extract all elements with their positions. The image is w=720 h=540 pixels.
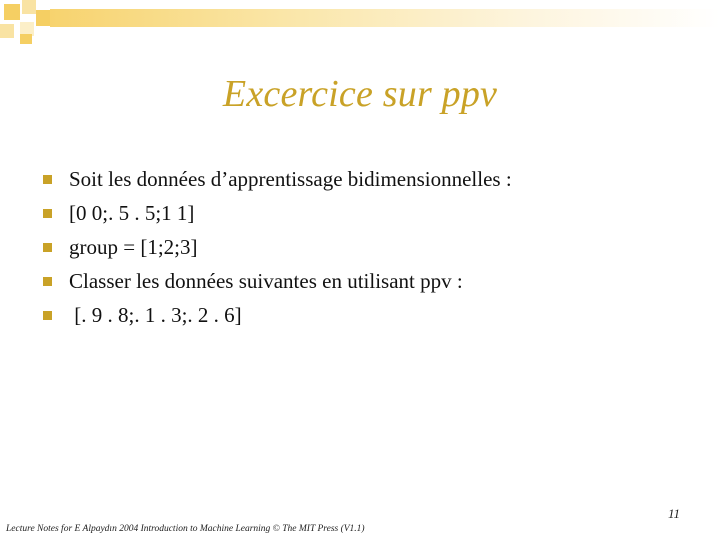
list-item — [40, 298, 690, 332]
list-item — [40, 162, 690, 196]
footer-text: Lecture Notes for E Alpaydın 2004 Introduction to Machine Learning © The MIT Press (V1.1) — [6, 524, 365, 534]
bullet-text: Classer les données suivantes en utilisant ppv : — [69, 268, 463, 293]
list-item — [40, 230, 690, 264]
square-bullet-icon — [43, 311, 52, 320]
decor-square — [4, 4, 20, 20]
list-item — [40, 196, 690, 230]
decor-square — [20, 34, 32, 44]
square-bullet-icon — [43, 243, 52, 252]
header-band — [50, 9, 720, 27]
bullet-list — [40, 162, 690, 332]
bullet-text: [. 9 . 8;. 1 . 3;. 2 . 6] — [69, 302, 242, 327]
bullet-text: Soit les données d’apprentissage bidimensionnelles : — [69, 166, 512, 191]
bullet-text: [0 0;. 5 . 5;1 1] — [69, 200, 195, 225]
decor-square — [22, 0, 36, 14]
slide-title: Excercice sur ppv — [222, 73, 498, 115]
square-bullet-icon — [43, 277, 52, 286]
list-item — [40, 264, 690, 298]
square-bullet-icon — [43, 209, 52, 218]
decor-square — [36, 10, 50, 26]
square-bullet-icon — [43, 175, 52, 184]
decor-square — [0, 24, 14, 38]
bullet-text: group = [1;2;3] — [69, 234, 198, 259]
page-number: 11 — [667, 506, 680, 521]
